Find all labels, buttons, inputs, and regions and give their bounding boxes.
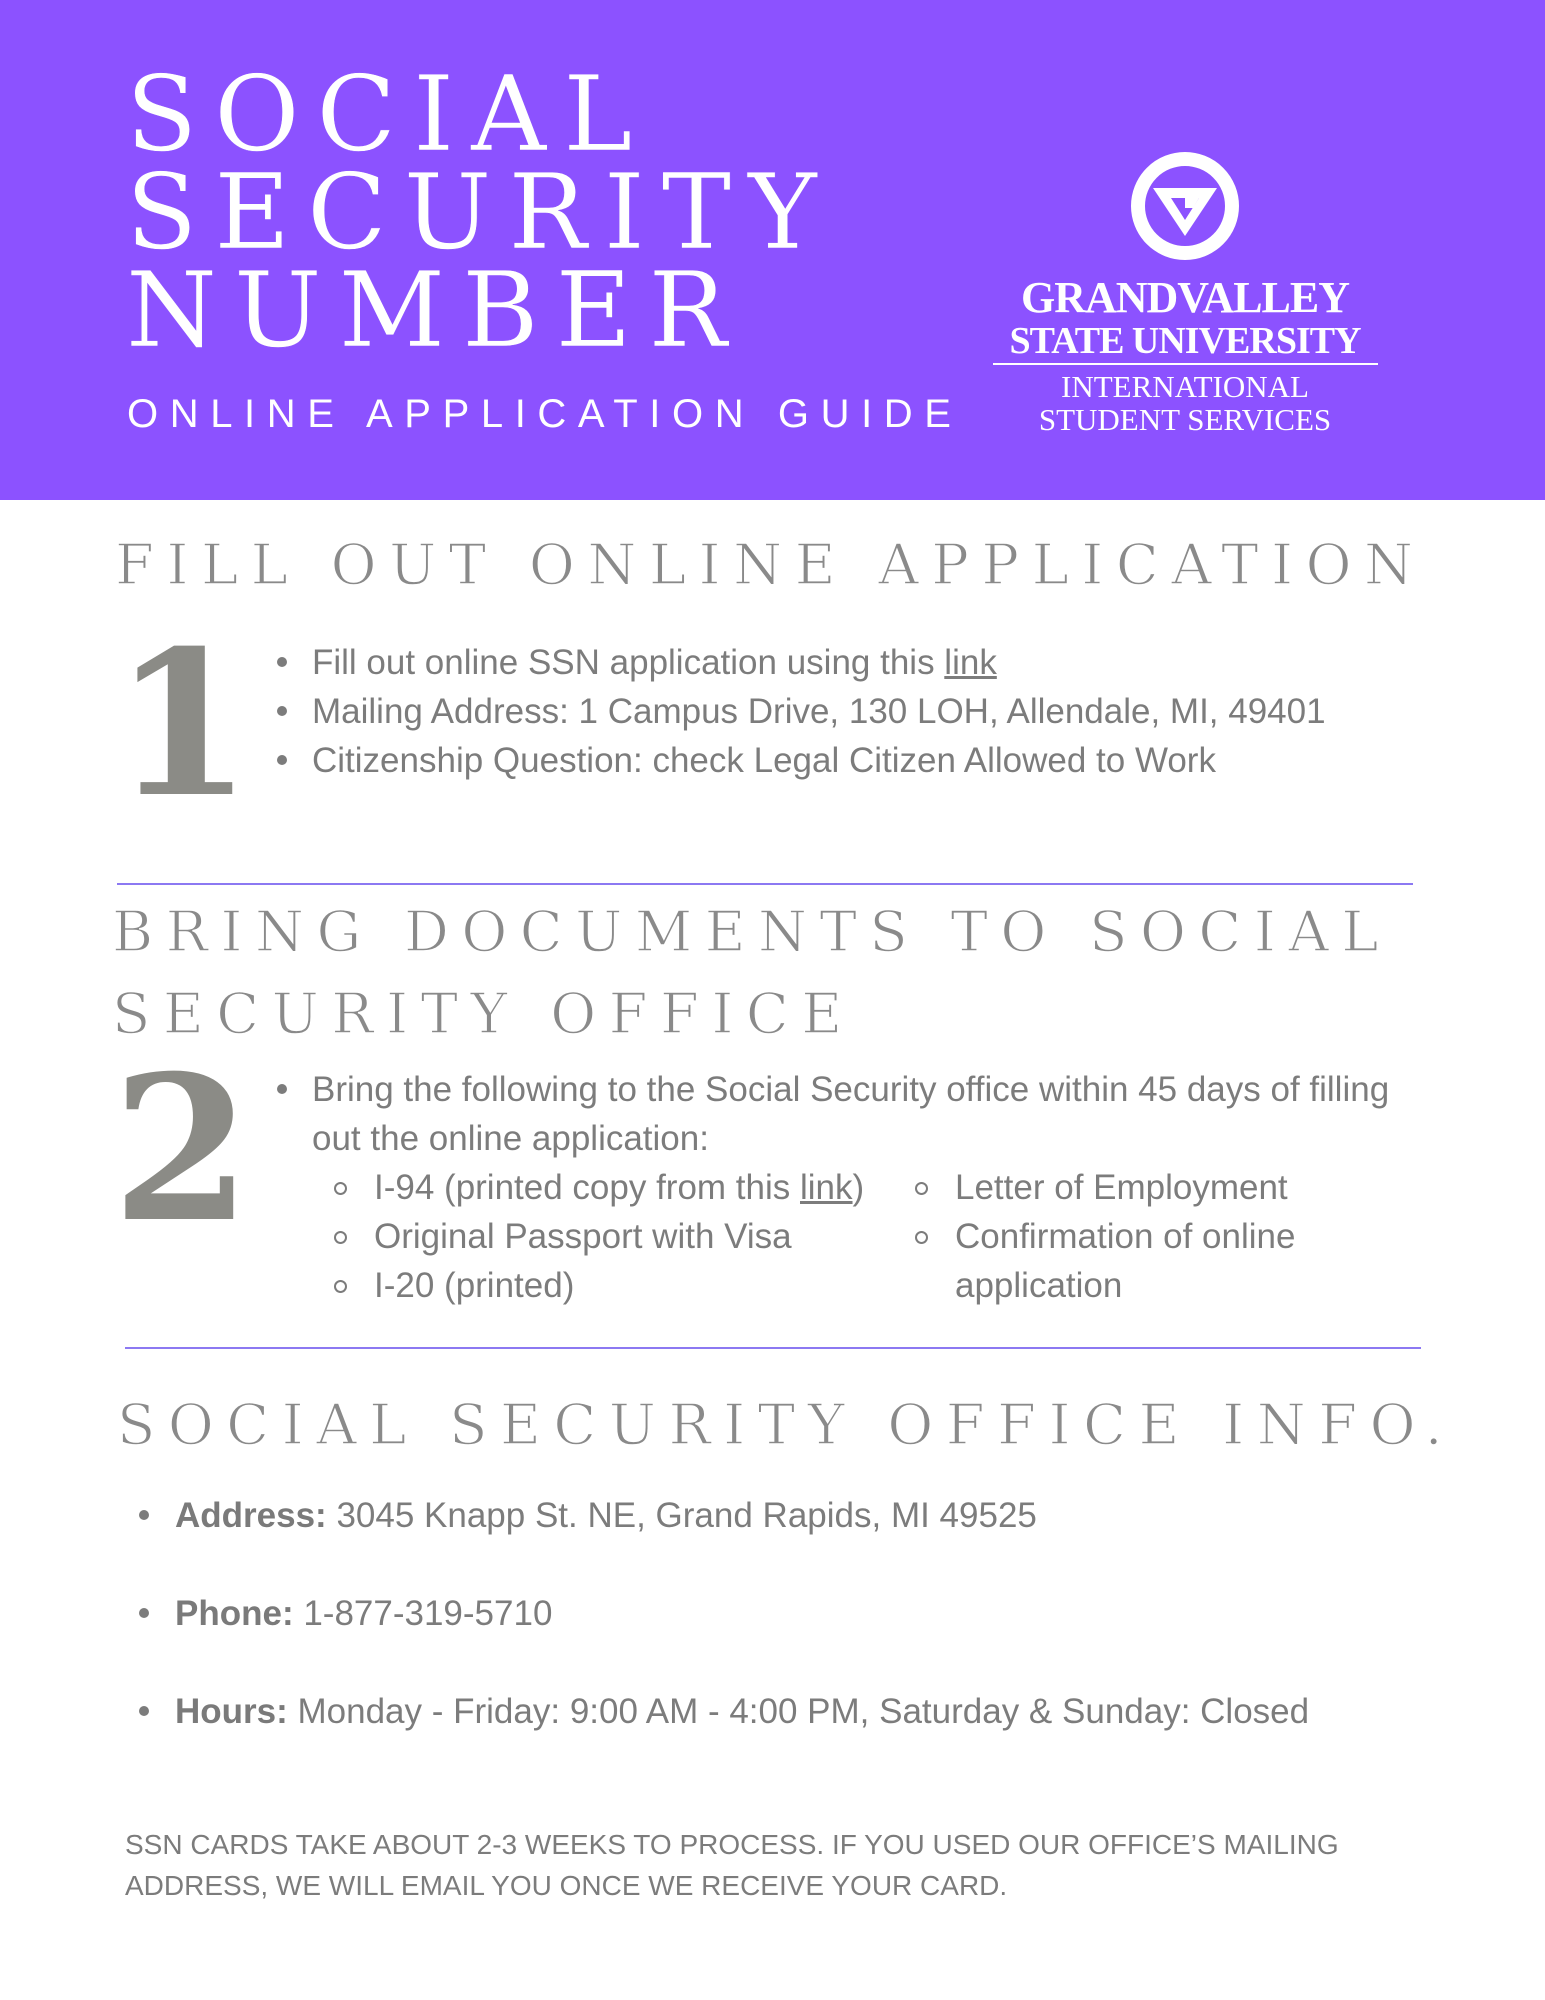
step2-number: 2: [112, 1032, 252, 1267]
logo-divider: [993, 363, 1378, 365]
step1-list: [271, 638, 1471, 785]
divider-1: [117, 883, 1413, 885]
doc-i94: I-94 (printed copy from this link): [332, 1163, 902, 1212]
office-phone: Phone: 1-877-319-5710: [135, 1589, 552, 1638]
gvsu-emblem-icon: [1125, 146, 1245, 266]
gvsu-logo: [985, 146, 1385, 446]
documents-list-left: [332, 1163, 902, 1310]
logo-international: INTERNATIONAL: [1061, 369, 1309, 404]
step2-title-line1: BRING DOCUMENTS TO SOCIAL: [112, 900, 1391, 965]
step2-list: [271, 1065, 1401, 1163]
doc-employment-letter: Letter of Employment: [913, 1163, 1343, 1212]
logo-state-university: STATE UNIVERSITY: [1009, 320, 1361, 362]
header-banner: [0, 0, 1545, 500]
step2-intro: Bring the following to the Social Security office within 45 days of filling out the online application:: [271, 1065, 1401, 1163]
logo-grand-valley: GRANDVALLEY: [1020, 273, 1350, 322]
step1-item-citizenship: Citizenship Question: check Legal Citizen Allowed to Work: [271, 736, 1471, 785]
ssn-application-link[interactable]: link: [944, 643, 997, 682]
doc-confirmation: Confirmation of online application: [913, 1212, 1343, 1310]
logo-student-services: STUDENT SERVICES: [1038, 402, 1332, 437]
hours-label: Hours:: [175, 1692, 288, 1731]
step1-item-application: Fill out online SSN application using this link: [271, 638, 1471, 687]
office-hours: Hours: Monday - Friday: 9:00 AM - 4:00 PM, Saturday & Sunday: Closed: [135, 1687, 1309, 1736]
office-title: SOCIAL SECURITY OFFICE INFO.: [117, 1393, 1456, 1458]
step1-number: 1: [113, 607, 253, 842]
i94-link[interactable]: link: [800, 1168, 853, 1207]
subtitle: ONLINE APPLICATION GUIDE: [127, 392, 963, 436]
title-line-social: SOCIAL: [126, 53, 650, 175]
step2-title-line2: SECURITY OFFICE: [112, 982, 855, 1047]
processing-note: SSN CARDS TAKE ABOUT 2-3 WEEKS TO PROCESS. IF YOU USED OUR OFFICE’S MAILING ADDRESS, WE WILL EMAIL YOU ONCE WE RECEIVE YOUR CARD.: [125, 1829, 1339, 1901]
address-label: Address:: [175, 1496, 327, 1535]
divider-2: [125, 1347, 1421, 1349]
office-address: Address: 3045 Knapp St. NE, Grand Rapids, MI 49525: [135, 1491, 1037, 1540]
phone-label: Phone:: [175, 1594, 294, 1633]
step1-item-mailing: Mailing Address: 1 Campus Drive, 130 LOH, Allendale, MI, 49401: [271, 687, 1471, 736]
doc-i20: I-20 (printed): [332, 1261, 902, 1310]
title-line-number: NUMBER: [126, 249, 744, 371]
title-line-security: SECURITY: [126, 151, 834, 273]
doc-passport: Original Passport with Visa: [332, 1212, 902, 1261]
step1-title: FILL OUT ONLINE APPLICATION: [115, 533, 1426, 598]
documents-list-right: [913, 1163, 1343, 1310]
